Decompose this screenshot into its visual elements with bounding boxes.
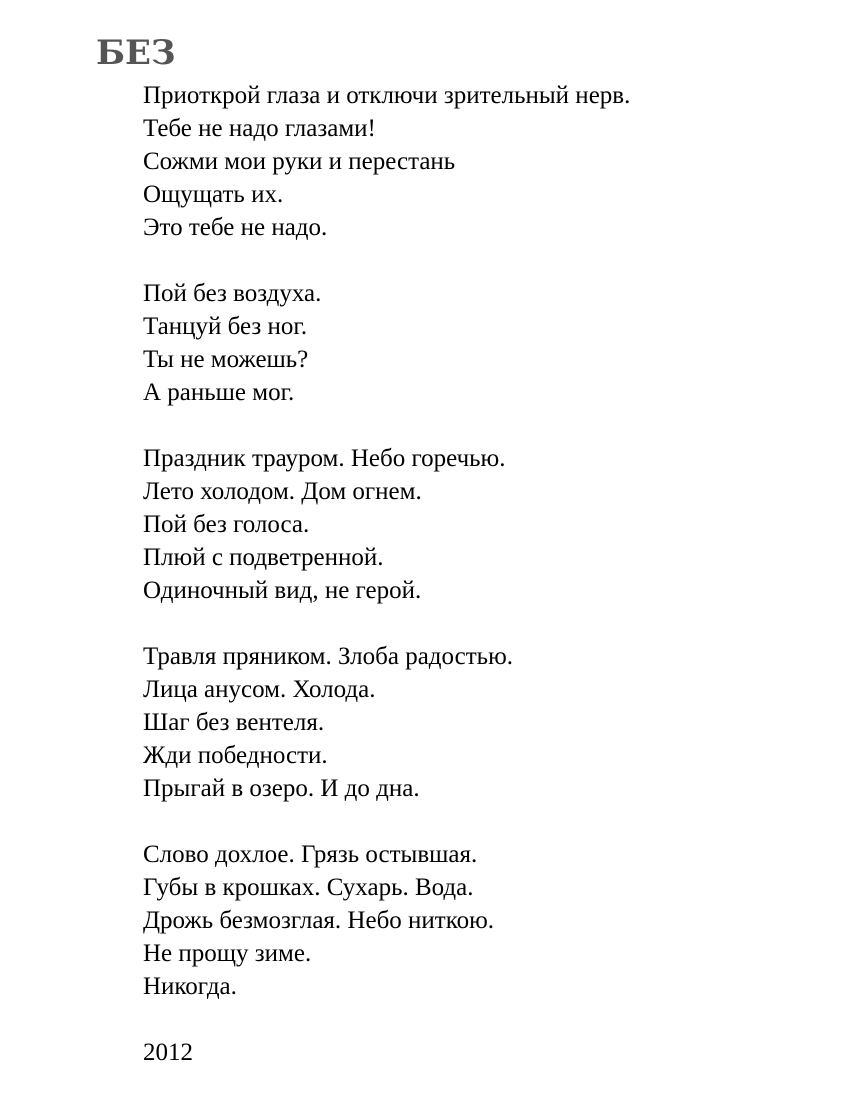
poem-line: Приоткрой глаза и отключи зрительный нерв. — [143, 82, 631, 109]
poem-line: Одиночный вид, не герой. — [143, 577, 422, 604]
poem-line: Слово дохлое. Грязь остывшая. — [143, 841, 478, 868]
poem-line: Дрожь безмозглая. Небо ниткою. — [143, 907, 495, 934]
poem-line: Плюй с подветренной. — [143, 544, 384, 571]
poem-line: Сожми мои руки и перестань — [143, 148, 456, 175]
poem-line: Не прощу зиме. — [143, 940, 312, 967]
poem-line: Губы в крошках. Сухарь. Вода. — [143, 874, 474, 901]
poem-line: Танцуй без ног. — [143, 313, 308, 340]
poem-line: Это тебе не надо. — [143, 214, 328, 241]
poem-line: А раньше мог. — [143, 379, 295, 406]
stanza-3 — [143, 442, 783, 607]
poem-line: Жди победности. — [143, 742, 328, 769]
poem-line: Травля пряником. Злоба радостью. — [143, 643, 513, 670]
poem-line: Прыгай в озеро. И до дна. — [143, 775, 420, 802]
poem-line: Пой без воздуха. — [143, 280, 322, 307]
poem-year: 2012 — [143, 1039, 193, 1066]
poem-line: Пой без голоса. — [143, 511, 310, 538]
stanza-2 — [143, 277, 783, 409]
stanza-1 — [143, 79, 783, 244]
poem-line: Лица анусом. Холода. — [143, 676, 376, 703]
poem-line: Никогда. — [143, 973, 237, 1000]
poem-body — [143, 79, 783, 1069]
poem-line: Праздник трауром. Небо горечью. — [143, 445, 506, 472]
poem-line: Тебе не надо глазами! — [143, 115, 376, 142]
poem-line: Шаг без вентеля. — [143, 709, 325, 736]
stanza-4 — [143, 640, 783, 805]
poem-line: Ты не можешь? — [143, 346, 309, 373]
stanza-5 — [143, 838, 783, 1003]
poem-line: Лето холодом. Дом огнем. — [143, 478, 422, 505]
poem-line: Ощущать их. — [143, 181, 284, 208]
poem-title: БЕЗ — [96, 33, 176, 73]
